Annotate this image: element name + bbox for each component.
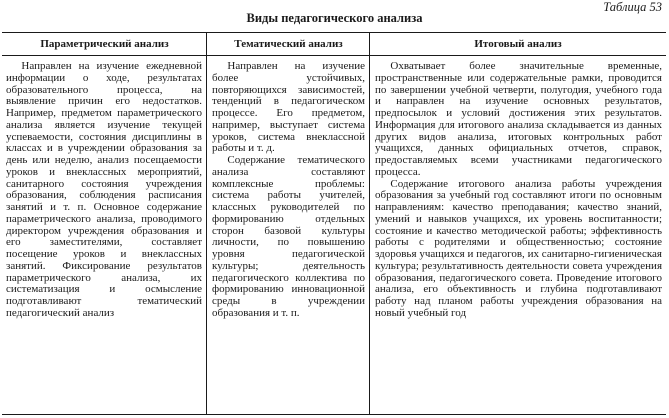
column-divider — [206, 33, 207, 414]
column-final — [375, 61, 662, 320]
column-divider — [369, 33, 370, 414]
paragraph: Содержание тематического анализа составляют комплексные проблемы: система работы учителей, классных руководителей по формированию отдельных сторон базовой культуры личности, по повышению уровня педагогической культуры; деятельность педагогического коллектива по формированию инновационной среды в учреждении образования и т. п. — [212, 154, 365, 319]
paragraph: Содержание итогового анализа работы учреждения образования за учебный год составляют итоги по основным направлениям: качество преподавания; качество знаний, умений и навыков учащихся, их уровень воспитанности; состояние и качество методической работы; эффективность работы с родителями и общественностью; состояние здоровья учащихся и педагогов, их санитарно-гигиеническая культура; результативность деятельности совета учреждения образования, педагогического совета. Проведение итогового анализа, его объективность и глубина подготавливают работу над планом работы учреждения образования на новый учебный год — [375, 177, 662, 319]
table-number: Таблица 53 — [603, 0, 662, 14]
header-parametric: Параметрический анализ — [40, 38, 169, 50]
column-thematic — [212, 61, 365, 320]
header-thematic: Тематический анализ — [234, 38, 343, 50]
paragraph: Направлен на изучение более устойчивых, повторяющихся зависимостей, тенденций в педагогическом процессе. Его предметом, например, выступает система уроков, система внеклассной работы и т. д. — [212, 61, 365, 155]
column-parametric — [6, 61, 202, 320]
analysis-types-table — [2, 32, 666, 415]
header-final: Итоговый анализ — [474, 38, 562, 50]
table-header-row — [2, 33, 666, 56]
paragraph: Охватывает более значительные временные, пространственные или содержательные рамки, проводится по завершении учебной четверти, полугодия, учебного года и направлен на изучение основных результатов, предпосылок и условий достижения этих результатов. Информация для итогового анализа складывается из данных других видов анализа, итоговых контрольных работ учащихся, данных официальных отчетов, справок, предоставляемых всеми участниками педагогического процесса. — [375, 61, 662, 178]
table-caption: Виды педагогического анализа — [246, 11, 423, 25]
paragraph: Направлен на изучение ежедневной информации о ходе, результатах образовательного процесса, на выявление причин его недостатков. Например, предметом параметрического анализа является изучение текущей успеваемости, состояния дисциплины в классах и в учреждении образования за день или неделю, анализ посещаемости уроков и внеклассных мероприятий, санитарного состояния учреждения образования, соблюдения расписания занятий и т. п. Основное содержание параметрического анализа, проводимого директором учреждения образования и его заместителями, составляет посещение уроков и внеклассных занятий. Фиксирование результатов параметрического анализа, их систематизация и осмысление подготавливают тематический педагогический анализ — [6, 61, 202, 319]
